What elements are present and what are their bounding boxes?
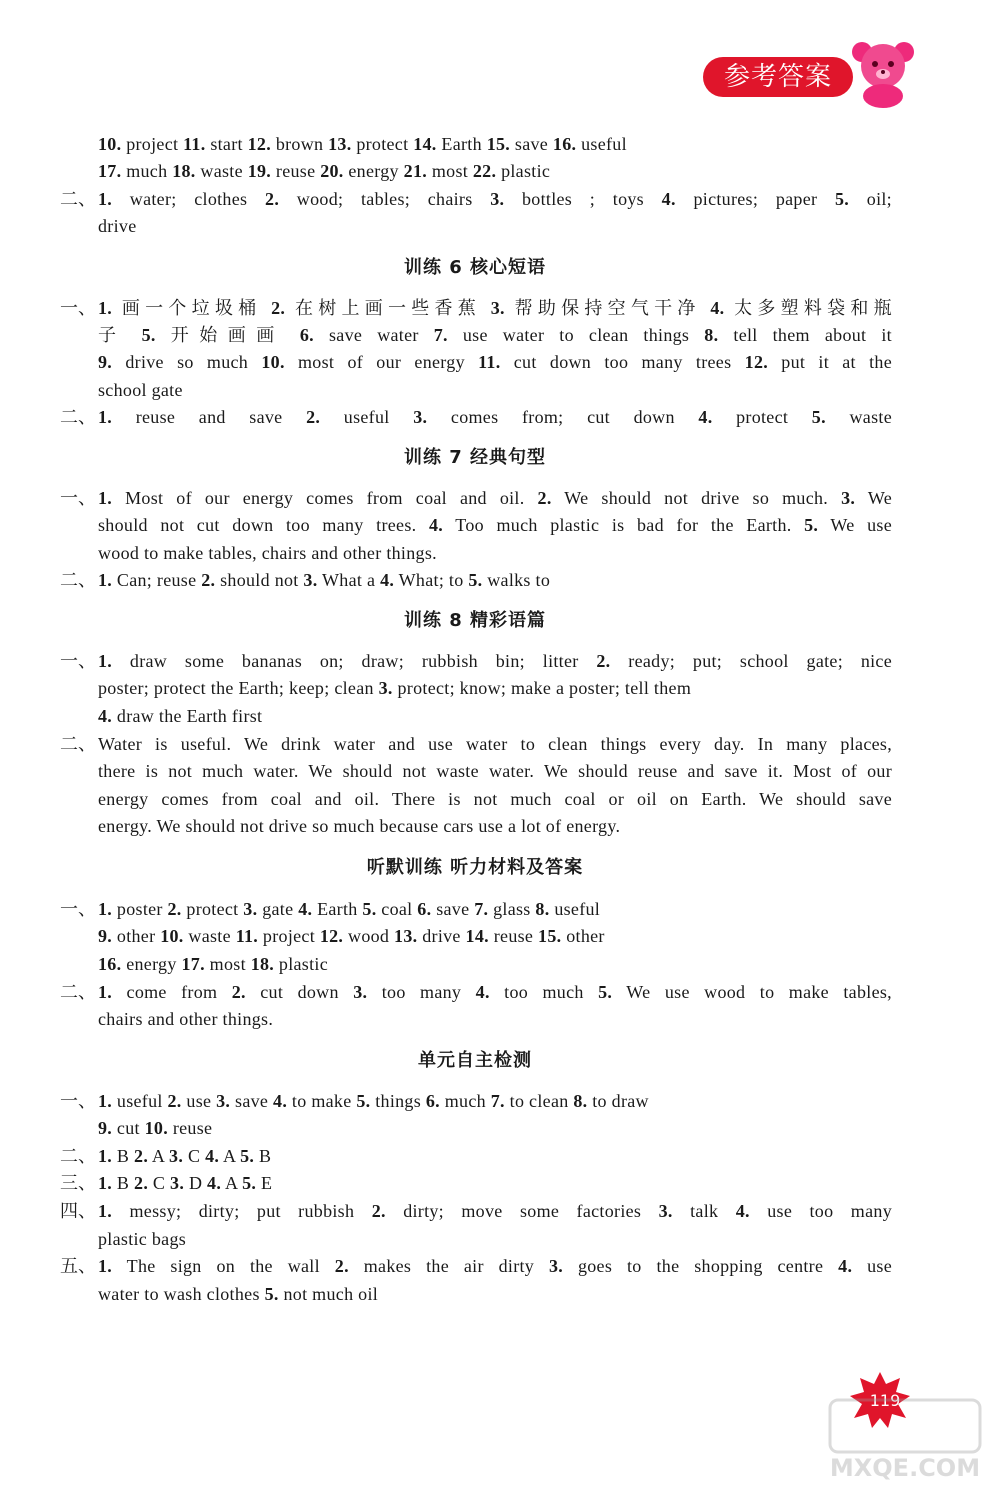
question-marker: 二、 [60, 1146, 96, 1167]
answer-line: 1. water; clothes 2. wood; tables; chairs 3. bottles ; toys 4. pictures; paper 5. oil; [98, 189, 892, 209]
answer-line: 1. Can; reuse 2. should not 3. What a 4. What; to 5. walks to [98, 570, 551, 590]
answer-line: 1. draw some bananas on; draw; rubbish bin; litter 2. ready; put; school gate; nice [98, 651, 892, 671]
question-marker: 四、 [60, 1201, 96, 1222]
question-marker: 二、 [60, 982, 96, 1003]
question-marker: 二、 [60, 734, 96, 755]
answer-line: 1. The sign on the wall 2. makes the air dirty 3. goes to the shopping centre 4. use [98, 1256, 893, 1276]
answer-line: 9. cut 10. reuse [98, 1118, 213, 1138]
svg-text:MXQE.COM: MXQE.COM [829, 1454, 981, 1482]
teddy-bear-icon [848, 38, 918, 108]
question-marker: 一、 [60, 1091, 96, 1112]
section-heading: 训练 8 精彩语篇 [403, 610, 547, 631]
answer-line: energy. We should not drive so much because cars use a lot of energy. [98, 816, 621, 836]
section-heading: 训练 6 核心短语 [403, 257, 547, 278]
answer-line: 子 5. 开始画画 6. save water 7. use water to clean things 8. tell them about it [98, 325, 892, 345]
watermark-logo [820, 1396, 990, 1486]
question-marker: 一、 [60, 488, 96, 509]
answer-line: 1. messy; dirty; put rubbish 2. dirty; move some factories 3. talk 4. use too many [98, 1201, 892, 1221]
answer-line: chairs and other things. [98, 1009, 274, 1029]
answer-line: 10. project 11. start 12. brown 13. protect 14. Earth 15. save 16. useful [98, 134, 627, 154]
section-heading: 听默训练 听力材料及答案 [366, 857, 584, 878]
answer-line: 9. other 10. waste 11. project 12. wood 13. drive 14. reuse 15. other [98, 926, 605, 946]
page-number: 119 [869, 1391, 901, 1410]
answer-line: 1. poster 2. protect 3. gate 4. Earth 5. coal 6. save 7. glass 8. useful [98, 899, 601, 919]
answer-line: 17. much 18. waste 19. reuse 20. energy 21. most 22. plastic [98, 161, 551, 181]
answer-line: water to wash clothes 5. not much oil [98, 1284, 379, 1304]
question-marker: 一、 [60, 899, 96, 920]
answer-line: 1. B 2. A 3. C 4. A 5. B [98, 1146, 272, 1166]
answer-line: should not cut down too many trees. 4. Too much plastic is bad for the Earth. 5. We use [98, 515, 893, 535]
answer-line: 9. drive so much 10. most of our energy 11. cut down too many trees 12. put it at the [98, 352, 892, 372]
question-marker: 三、 [60, 1173, 96, 1194]
answer-line: Water is useful. We drink water and use water to clean things every day. In many places, [98, 734, 892, 754]
section-heading: 单元自主检测 [418, 1050, 532, 1071]
answer-line: plastic bags [98, 1229, 187, 1249]
answer-line: 1. 画一个垃圾桶 2. 在树上画一些香蕉 3. 帮助保持空气干净 4. 太多塑料袋和瓶 [98, 298, 892, 318]
answer-line: drive [98, 216, 137, 236]
answers-badge: 参考答案 [703, 57, 853, 97]
answer-line: 1. B 2. C 3. D 4. A 5. E [98, 1173, 273, 1193]
answer-line: wood to make tables, chairs and other things. [98, 543, 437, 563]
answer-line: 1. useful 2. use 3. save 4. to make 5. things 6. much 7. to clean 8. to draw [98, 1091, 649, 1111]
question-marker: 二、 [60, 570, 96, 591]
answer-line: 4. draw the Earth first [98, 706, 263, 726]
answer-line: energy comes from coal and oil. There is not much coal or oil on Earth. We should save [98, 789, 892, 809]
answer-line: poster; protect the Earth; keep; clean 3. protect; know; make a poster; tell them [98, 678, 692, 698]
question-marker: 一、 [60, 651, 96, 672]
question-marker: 二、 [60, 189, 96, 210]
answer-line: 1. reuse and save 2. useful 3. comes from; cut down 4. protect 5. waste [98, 407, 892, 427]
answer-line: 16. energy 17. most 18. plastic [98, 954, 328, 974]
question-marker: 一、 [60, 298, 96, 319]
answer-line: school gate [98, 380, 183, 400]
answer-line: 1. Most of our energy comes from coal and oil. 2. We should not drive so much. 3. We [98, 488, 892, 508]
question-marker: 二、 [60, 407, 96, 428]
answer-line: there is not much water. We should not waste water. We should reuse and save it. Most of our [98, 761, 892, 781]
section-heading: 训练 7 经典句型 [403, 447, 547, 468]
answer-line: 1. come from 2. cut down 3. too many 4. too much 5. We use wood to make tables, [98, 982, 892, 1002]
question-marker: 五、 [60, 1256, 96, 1277]
